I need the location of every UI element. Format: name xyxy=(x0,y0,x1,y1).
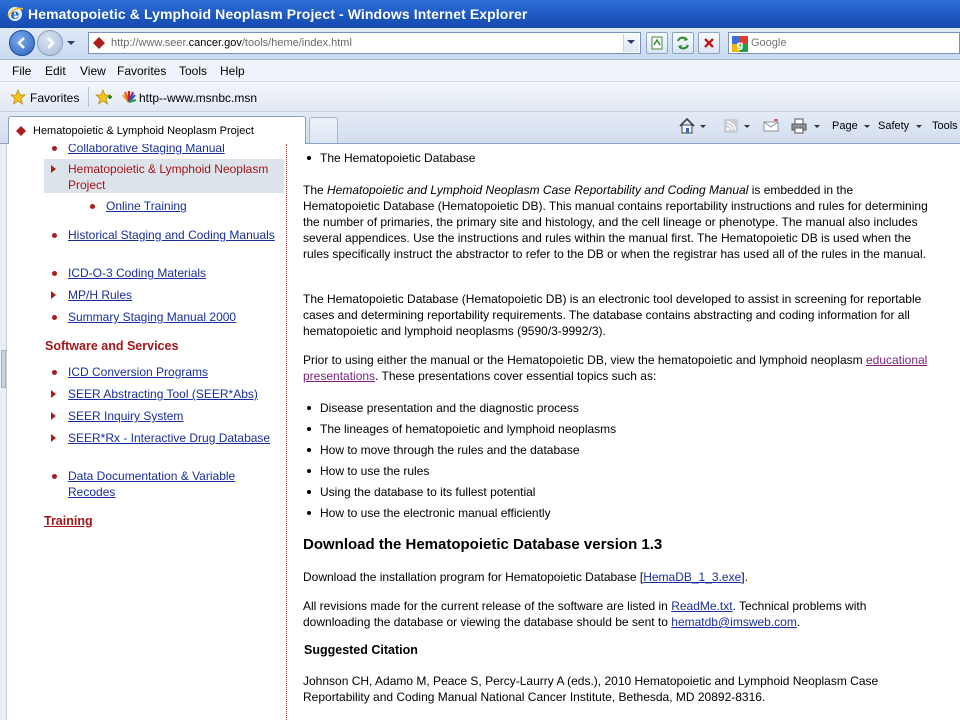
sidebar-link-label[interactable]: SEER*Rx - Interactive Drug Database xyxy=(68,431,271,445)
address-bar[interactable] xyxy=(88,32,641,54)
bullet-dot-icon xyxy=(52,271,57,276)
download-paragraph: Download the installation program for Hematopoietic Database [HemaDB_1_3.exe]. xyxy=(303,570,748,584)
svg-text:g: g xyxy=(736,40,744,51)
presentations-paragraph: Prior to using either the manual or the Hematopoietic DB, view the hematopoietic and lymphoid neoplasm educational presentations. These presentations cover essential topics such as: xyxy=(303,353,928,383)
sidebar-link-label[interactable]: Summary Staging Manual 2000 xyxy=(68,310,237,324)
support-email-link[interactable]: hematdb@imsweb.com xyxy=(671,615,797,629)
refresh-button[interactable] xyxy=(672,32,694,54)
expand-arrow-icon xyxy=(51,434,56,442)
sidebar-link-label[interactable]: ICD-O-3 Coding Materials xyxy=(68,266,207,280)
favorites-button[interactable]: Favorites xyxy=(30,91,80,105)
compatibility-view-button[interactable] xyxy=(646,32,668,54)
left-navigation xyxy=(36,144,288,720)
add-to-favorites-bar-icon[interactable] xyxy=(95,88,113,106)
search-box[interactable] xyxy=(728,32,960,54)
sidebar-link-label[interactable]: Data Documentation & Variable Recodes xyxy=(68,469,236,499)
sidebar-link-label[interactable]: ICD Conversion Programs xyxy=(68,365,209,379)
tools-menu-button[interactable]: Tools xyxy=(932,120,958,132)
column-divider xyxy=(286,144,287,720)
favorites-bar xyxy=(0,82,960,112)
back-arrow-icon xyxy=(15,36,29,50)
sidebar-item-data-documentation[interactable] xyxy=(44,468,284,502)
menu-edit[interactable]: Edit xyxy=(45,64,66,78)
sidebar-item-collaborative-staging[interactable] xyxy=(44,144,284,158)
home-icon[interactable] xyxy=(678,117,696,135)
sidebar-item-seer-rx[interactable] xyxy=(44,430,284,464)
safety-dropdown-icon[interactable] xyxy=(914,117,924,135)
recent-pages-dropdown[interactable] xyxy=(66,39,76,47)
citation-paragraph: Johnson CH, Adamo M, Peace S, Percy-Laurry A (eds.), 2010 Hematopoietic and Lymphoid Neoplasm Case Reportability and Coding Manual National Cancer Institute, Bethesda, MD 20892-8316. xyxy=(303,674,879,704)
menu-file[interactable]: File xyxy=(12,64,32,78)
feeds-icon[interactable] xyxy=(722,117,740,135)
refresh-icon xyxy=(673,33,693,53)
pane-resize-grip[interactable] xyxy=(1,350,6,388)
sidebar-item-historical-staging[interactable] xyxy=(44,227,284,261)
print-icon[interactable] xyxy=(790,117,808,135)
sidebar-link-label[interactable]: Online Training xyxy=(106,199,187,213)
menu-favorites[interactable]: Favorites xyxy=(117,64,167,78)
sidebar-link-label[interactable]: Hematopoietic & Lymphoid Neoplasm Project xyxy=(68,162,269,192)
hemadb-download-link[interactable]: HemaDB_1_3.exe xyxy=(643,570,742,584)
sidebar-item-icd-conversion[interactable] xyxy=(44,364,284,382)
expand-arrow-icon xyxy=(51,412,56,420)
list-item: Disease presentation and the diagnostic process xyxy=(307,400,566,416)
page-menu-button[interactable]: Page xyxy=(832,120,858,132)
sidebar-link-label[interactable]: SEER Abstracting Tool (SEER*Abs) xyxy=(68,387,258,401)
ie-logo-icon xyxy=(6,5,24,23)
tab-hematopoietic[interactable] xyxy=(8,116,306,144)
svg-text:e: e xyxy=(10,7,20,23)
home-dropdown-icon[interactable] xyxy=(698,117,708,135)
bullet-dot-icon xyxy=(52,233,57,238)
address-url[interactable]: http://www.seer.cancer.gov/tools/heme/index.html xyxy=(111,37,352,49)
list-item: The lineages of hematopoietic and lymphoid neoplasms xyxy=(307,421,603,437)
sidebar-item-icdo3-coding[interactable] xyxy=(44,265,284,283)
bullet-dot-icon xyxy=(52,315,57,320)
citation-heading: Suggested Citation xyxy=(304,643,418,657)
title-bar xyxy=(0,0,960,28)
list-item: How to use the electronic manual efficiently xyxy=(307,505,538,521)
safety-menu-button[interactable]: Safety xyxy=(878,120,910,132)
left-pane-edge xyxy=(0,144,7,720)
feeds-dropdown-icon[interactable] xyxy=(742,117,752,135)
compatibility-icon xyxy=(647,33,667,53)
sidebar-item-mph-rules[interactable] xyxy=(44,287,284,305)
sidebar-link-label[interactable]: MP/H Rules xyxy=(68,288,133,302)
google-icon xyxy=(732,36,748,52)
sidebar-item-seer-inquiry[interactable] xyxy=(44,408,284,426)
software-services-heading: Software and Services xyxy=(45,339,179,353)
main-content xyxy=(303,144,943,720)
bullet-dot-icon xyxy=(52,146,57,151)
list-item: Using the database to its fullest potential xyxy=(307,484,522,500)
expand-arrow-icon xyxy=(51,165,56,173)
educational-presentations-link[interactable]: educational presentations xyxy=(303,353,928,383)
menu-help[interactable]: Help xyxy=(220,64,245,78)
back-button[interactable] xyxy=(9,30,35,56)
sidebar-link-label[interactable]: Historical Staging and Coding Manuals xyxy=(68,228,275,242)
menu-view[interactable]: View xyxy=(80,64,106,78)
page-dropdown-icon[interactable] xyxy=(862,117,872,135)
sidebar-item-summary-staging[interactable] xyxy=(44,309,284,327)
list-item: The Hematopoietic Database xyxy=(307,150,462,166)
manual-description-paragraph: The Hematopoietic and Lymphoid Neoplasm Case Reportability and Coding Manual is embedded in the Hematopoietic Database (Hematopoietic DB). This manual contains reportability instructions and rules for determining the number of primaries, the primary site and histology, and the cell lineage or phenotype. The manual also includes several appendices. Use the instructions and rules within the manual first. The Hematopoietic DB is used when the rules specifically instruct the abstractor to refer to the DB or when the registrar has used all of the rules in the manual. xyxy=(303,183,928,261)
site-favicon-icon xyxy=(16,126,26,136)
navigation-toolbar xyxy=(0,28,960,60)
list-item: How to use the rules xyxy=(307,463,416,479)
favorites-star-icon[interactable] xyxy=(10,89,26,105)
bullet-dot-icon xyxy=(90,204,95,209)
sidebar-item-hematopoietic-project[interactable] xyxy=(44,159,284,193)
favorites-link-msnbc[interactable]: http--www.msnbc.msn xyxy=(139,91,258,105)
list-item: How to move through the rules and the database xyxy=(307,442,567,458)
database-description-paragraph: The Hematopoietic Database (Hematopoietic DB) is an electronic tool developed to assist in screening for reportable cases and determining reportability requirements. The database contains abstracting and coding information for all hematopoietic and lymphoid neoplasms (9590/3-9992/3). xyxy=(303,292,922,338)
favorites-separator xyxy=(88,87,89,107)
expand-arrow-icon xyxy=(51,390,56,398)
menu-tools[interactable]: Tools xyxy=(179,64,208,78)
address-dropdown-button[interactable] xyxy=(623,34,639,52)
chevron-down-icon xyxy=(624,34,638,50)
menu-bar xyxy=(0,60,960,82)
bullet-dot-icon xyxy=(52,370,57,375)
sidebar-item-seer-abs[interactable] xyxy=(44,386,284,404)
bullet-dot-icon xyxy=(52,474,57,479)
forward-arrow-icon xyxy=(43,36,57,50)
msnbc-peacock-icon xyxy=(121,91,137,103)
tab-bar xyxy=(0,112,960,144)
window-title: Hematopoietic & Lymphoid Neoplasm Project - Windows Internet Explorer xyxy=(28,6,528,22)
expand-arrow-icon xyxy=(51,291,56,299)
sidebar-item-online-training[interactable] xyxy=(44,198,284,216)
revisions-paragraph: All revisions made for the current release of the software are listed in ReadMe.txt. Technical problems with downloading the database or viewing the database should be sent to hematdb@imsweb.com. xyxy=(303,599,867,629)
stop-x-icon xyxy=(699,33,719,53)
page-viewport xyxy=(0,144,960,720)
download-heading: Download the Hematopoietic Database version 1.3 xyxy=(303,536,663,553)
tab-label: Hematopoietic & Lymphoid Neoplasm Project xyxy=(33,125,254,137)
stop-button[interactable] xyxy=(698,32,720,54)
sidebar-training-link[interactable]: Training xyxy=(44,514,93,528)
site-favicon-icon xyxy=(93,37,105,49)
sidebar-link-label[interactable]: SEER Inquiry System xyxy=(68,409,184,423)
readme-link[interactable]: ReadMe.txt xyxy=(671,599,733,613)
forward-button[interactable] xyxy=(37,30,63,56)
new-tab-button[interactable] xyxy=(309,117,338,143)
sidebar-link-label[interactable]: Collaborative Staging Manual xyxy=(68,144,225,155)
mail-icon[interactable] xyxy=(762,117,780,135)
print-dropdown-icon[interactable] xyxy=(812,117,822,135)
search-input[interactable] xyxy=(751,35,951,51)
